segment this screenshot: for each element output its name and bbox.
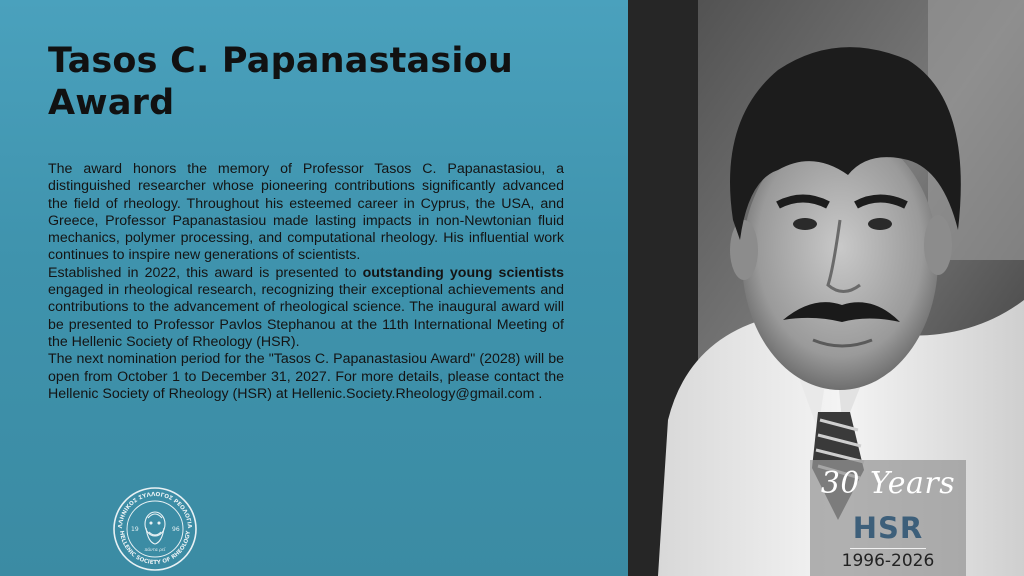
anniversary-badge (810, 460, 966, 576)
badge-years: 30 Years (820, 466, 956, 501)
established-rest: engaged in rheological research, recognizing their exceptional achievements and contributions to the advancement of rheological science. The inaugural award will be presented to Professor Pavlos Stephanou at the 11th International Meeting of the Hellenic Society of Rheology (HSR). (48, 282, 564, 350)
seal-motto: πάντα ρεῖ (144, 547, 166, 552)
badge-org: HSR (852, 511, 924, 545)
seal-year-left: 19 (131, 526, 139, 533)
award-description (48, 161, 564, 403)
highlight-young-scientists: outstanding young scientists (362, 264, 565, 281)
heraclitus-head-icon (145, 512, 165, 544)
established-lead: Established in 2022, this award is presented to (48, 264, 363, 281)
seal-greek-text: ΛΛΗΝΙΚΟΣ ΣΥΛΛΟΓΟΣ ΡΕΟΛΟΓΙΑ (117, 491, 193, 529)
hsr-seal-logo (112, 486, 198, 572)
badge-divider (850, 548, 926, 549)
seal-year-right: 96 (172, 526, 180, 533)
badge-year-range: 1996-2026 (841, 551, 935, 571)
seal-english-text: HELLENIC SOCIETY OF RHEOLOGY (117, 530, 192, 567)
award-title: Tasos C. Papanastasiou Award (48, 41, 513, 123)
paragraph-nomination: The next nomination period for the "Tasos C. Papanastasiou Award" (2028) will be open from October 1 to December 31, 2027. For more details, please contact the Hellenic Society of Rheology (HSR) at Hellenic.Society.Rheology@gmail.com . (48, 351, 564, 402)
paragraph-memory: The award honors the memory of Professor Tasos C. Papanastasiou, a distinguished researcher whose pioneering contributions significantly advanced the field of rheology. Throughout his esteemed career in Cyprus, the USA, and Greece, Professor Papanastasiou made lasting impacts in non-Newtonian fluid mechanics, polymer processing, and computational rheology. His influential work continues to inspire new generations of scientists. (48, 161, 564, 264)
paragraph-established (48, 265, 564, 351)
